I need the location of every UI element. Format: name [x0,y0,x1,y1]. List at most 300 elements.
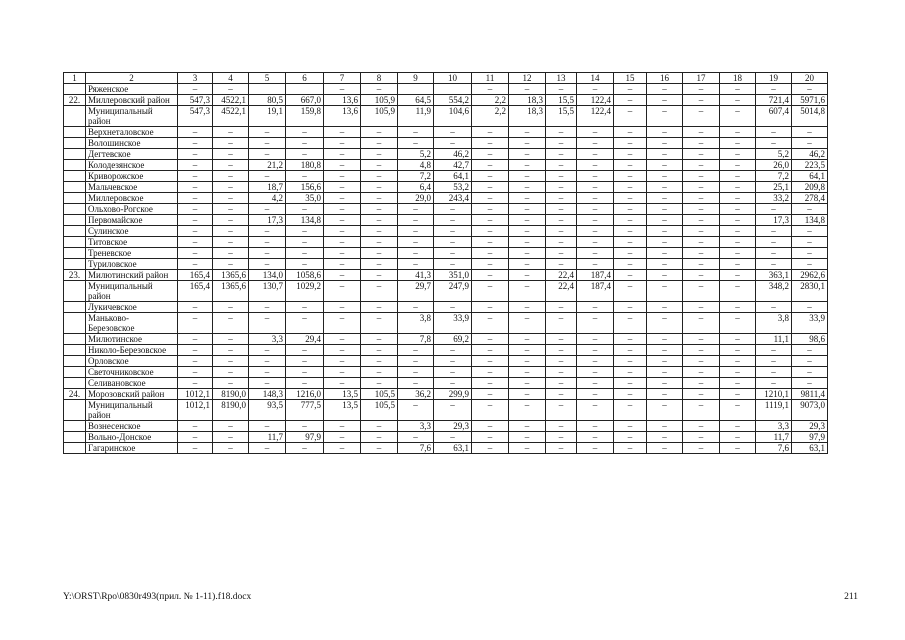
table-row [64,443,828,454]
table-cell: – [509,356,546,367]
table-cell: – [398,400,434,421]
table-cell: – [720,400,756,421]
table-cell: – [683,302,720,313]
column-number-header: 17 [683,73,720,84]
table-row [64,432,828,443]
table-cell: 187,4 [577,281,614,302]
territory-name: Орловское [86,356,178,367]
table-cell: – [398,302,434,313]
table-cell: – [509,171,546,182]
territory-name: Ольхово-Рогское [86,204,178,215]
table-cell: – [546,367,577,378]
table-cell: – [178,149,213,160]
territory-name: Маньково-Березовское [86,313,178,334]
table-cell: 17,3 [756,215,792,226]
table-cell: – [324,443,361,454]
table-cell: – [361,345,398,356]
table-cell: – [683,237,720,248]
table-cell: – [286,204,324,215]
table-cell: 5971,6 [792,95,828,106]
table-cell: 15,5 [546,95,577,106]
table-cell: – [472,443,509,454]
table-cell: – [614,193,647,204]
row-number [64,356,86,367]
table-cell: – [546,138,577,149]
table-cell: – [647,237,683,248]
table-cell: – [683,160,720,171]
table-cell: – [720,215,756,226]
table-cell: – [213,160,249,171]
table-cell: – [792,84,828,95]
territory-name: Ряженское [86,84,178,95]
table-cell: 29,3 [792,421,828,432]
table-cell: – [647,259,683,270]
table-cell: – [577,421,614,432]
table-cell: – [509,127,546,138]
table-cell: – [178,421,213,432]
table-cell: – [434,259,472,270]
table-cell: – [249,378,286,389]
table-cell: – [756,367,792,378]
table-cell: – [472,270,509,281]
table-cell: – [178,443,213,454]
table-cell: – [614,421,647,432]
table-cell: – [546,193,577,204]
table-cell: – [647,345,683,356]
table-cell: – [361,334,398,345]
table-cell: 3,3 [398,421,434,432]
column-number-header: 12 [509,73,546,84]
territory-name: Муниципальный район [86,400,178,421]
table-cell: 351,0 [434,270,472,281]
table-cell: – [546,443,577,454]
table-cell: – [683,95,720,106]
table-cell: – [546,421,577,432]
table-cell: – [361,281,398,302]
row-number [64,313,86,334]
table-cell: – [614,95,647,106]
table-cell: 180,8 [286,160,324,171]
table-row [64,182,828,193]
table-cell: – [249,248,286,259]
table-cell: 69,2 [434,334,472,345]
table-cell: – [324,313,361,334]
table-cell: – [720,367,756,378]
table-row [64,248,828,259]
table-cell: – [434,215,472,226]
table-cell: 1058,6 [286,270,324,281]
table-cell: 607,4 [756,106,792,127]
table-cell: – [720,345,756,356]
table-cell: 187,4 [577,270,614,281]
table-cell: – [756,84,792,95]
table-cell: – [398,237,434,248]
table-cell: – [398,138,434,149]
table-cell: – [509,443,546,454]
table-cell: 105,5 [361,400,398,421]
table-cell: – [472,421,509,432]
table-cell: – [647,378,683,389]
table-cell: – [324,84,361,95]
row-number [64,302,86,313]
row-number [64,215,86,226]
table-cell: – [361,302,398,313]
table-cell: – [720,138,756,149]
table-cell: – [213,138,249,149]
table-cell: – [361,215,398,226]
table-cell: – [434,237,472,248]
table-cell: 63,1 [434,443,472,454]
table-cell: – [614,106,647,127]
table-cell: – [647,356,683,367]
table-cell: – [178,367,213,378]
table-cell: 721,4 [756,95,792,106]
table-cell: – [614,138,647,149]
table-cell: – [683,106,720,127]
table-cell: – [434,378,472,389]
table-cell: 5014,8 [792,106,828,127]
table-cell: 2830,1 [792,281,828,302]
table-cell: 299,9 [434,389,472,400]
table-row [64,356,828,367]
table-cell: – [546,345,577,356]
row-number [64,138,86,149]
table-cell: – [647,226,683,237]
table-cell: 4,8 [398,160,434,171]
table-row [64,226,828,237]
table-cell: 6,4 [398,182,434,193]
table-cell: – [178,204,213,215]
table-cell: – [509,400,546,421]
table-cell: – [213,345,249,356]
row-number [64,345,86,356]
table-cell: 7,2 [398,171,434,182]
table-cell: – [509,138,546,149]
table-cell: – [249,127,286,138]
table-cell: – [178,127,213,138]
table-cell: – [756,302,792,313]
table-cell: 547,3 [178,106,213,127]
territory-name: Муниципальный район [86,281,178,302]
table-cell: – [286,378,324,389]
row-number [64,421,86,432]
row-number [64,193,86,204]
table-cell: – [361,149,398,160]
table-cell: 17,3 [249,215,286,226]
column-number-header: 18 [720,73,756,84]
table-cell: – [472,171,509,182]
table-cell: – [286,237,324,248]
table-cell: – [647,367,683,378]
table-cell: – [683,149,720,160]
column-number-header: 20 [792,73,828,84]
table-cell: – [614,367,647,378]
table-cell: – [472,84,509,95]
table-cell: – [213,378,249,389]
table-cell: – [324,160,361,171]
table-cell: 667,0 [286,95,324,106]
table-cell: – [683,443,720,454]
table-cell: 13,6 [324,106,361,127]
table-cell: – [472,160,509,171]
table-cell: – [398,378,434,389]
table-cell: – [683,248,720,259]
table-cell: – [614,302,647,313]
table-cell: – [792,127,828,138]
data-table [63,72,828,454]
table-cell: – [324,356,361,367]
table-cell: – [683,389,720,400]
table-cell [286,84,324,95]
table-cell: – [720,421,756,432]
table-cell: – [361,226,398,237]
column-number-header: 3 [178,73,213,84]
table-cell: – [398,367,434,378]
table-cell: 554,2 [434,95,472,106]
table-cell: 122,4 [577,95,614,106]
table-cell: 1210,1 [756,389,792,400]
table-cell: – [756,127,792,138]
table-cell: – [509,313,546,334]
table-cell: – [361,127,398,138]
territory-name: Титовское [86,237,178,248]
table-cell: 18,7 [249,182,286,193]
table-cell: 33,9 [792,313,828,334]
table-cell: – [434,345,472,356]
table-cell: 1012,1 [178,400,213,421]
table-cell: 15,5 [546,106,577,127]
table-cell: – [324,259,361,270]
table-cell: – [398,432,434,443]
table-cell: – [286,443,324,454]
table-cell: – [178,182,213,193]
table-cell: – [324,237,361,248]
row-number [64,400,86,421]
table-cell: – [361,160,398,171]
table-cell: 13,5 [324,400,361,421]
table-cell: – [792,367,828,378]
table-cell: 104,6 [434,106,472,127]
table-cell: – [178,334,213,345]
table-cell: – [546,160,577,171]
table-cell: – [509,270,546,281]
table-cell: – [546,171,577,182]
territory-name: Криворожское [86,171,178,182]
table-cell: – [683,270,720,281]
table-cell: – [178,378,213,389]
column-number-header: 5 [249,73,286,84]
table-cell: – [577,182,614,193]
column-number-header: 7 [324,73,361,84]
table-row [64,193,828,204]
table-cell: – [286,356,324,367]
table-cell: – [614,171,647,182]
table-cell: – [361,259,398,270]
table-cell: – [249,149,286,160]
table-cell: – [249,204,286,215]
table-cell: – [577,248,614,259]
table-cell: – [398,215,434,226]
table-cell: 63,1 [792,443,828,454]
table-cell: – [614,204,647,215]
row-number [64,106,86,127]
table-cell: – [546,84,577,95]
table-cell: – [509,378,546,389]
table-cell: – [546,226,577,237]
table-cell: – [546,204,577,215]
table-cell: 243,4 [434,193,472,204]
table-cell: – [472,215,509,226]
territory-name: Дегтевское [86,149,178,160]
table-cell: – [361,270,398,281]
table-cell: – [792,302,828,313]
table-cell: – [213,204,249,215]
table-cell: – [472,334,509,345]
table-cell: – [756,204,792,215]
table-cell: – [683,432,720,443]
table-cell: – [249,138,286,149]
table-cell: – [756,248,792,259]
table-cell: – [249,259,286,270]
table-cell: 21,2 [249,160,286,171]
territory-name: Мальчевское [86,182,178,193]
table-cell: 9811,4 [792,389,828,400]
table-cell: – [398,204,434,215]
table-cell: – [683,356,720,367]
table-cell: – [577,138,614,149]
table-cell: – [178,160,213,171]
table-cell: – [472,259,509,270]
table-cell: – [614,313,647,334]
table-cell: – [361,432,398,443]
table-cell: 223,5 [792,160,828,171]
table-cell: 19,1 [249,106,286,127]
table-cell: – [434,138,472,149]
table-cell: 2,2 [472,95,509,106]
table-cell: 18,3 [509,95,546,106]
table-cell: – [756,237,792,248]
column-number-header: 4 [213,73,249,84]
table-cell: 9073,0 [792,400,828,421]
table-cell: 4522,1 [213,106,249,127]
table-cell: – [683,84,720,95]
table-cell: – [546,313,577,334]
table-cell: – [720,281,756,302]
row-number [64,182,86,193]
table-cell: – [324,421,361,432]
table-cell: – [683,204,720,215]
table-row [64,138,828,149]
table-cell: – [720,193,756,204]
table-cell: – [213,432,249,443]
table-cell: – [324,182,361,193]
table-row [64,204,828,215]
table-cell: – [324,149,361,160]
table-cell: 46,2 [792,149,828,160]
row-number [64,226,86,237]
table-cell: – [213,421,249,432]
table-cell: – [324,204,361,215]
column-number-header: 6 [286,73,324,84]
table-cell: – [577,149,614,160]
table-row [64,367,828,378]
table-cell: – [720,127,756,138]
table-cell: – [434,302,472,313]
table-cell: – [472,237,509,248]
table-cell: – [577,432,614,443]
table-row [64,237,828,248]
table-cell: – [647,171,683,182]
table-cell: – [792,378,828,389]
table-row [64,215,828,226]
table-cell: – [213,313,249,334]
table-row [64,149,828,160]
table-cell: – [792,237,828,248]
table-cell: – [792,138,828,149]
table-cell: – [756,138,792,149]
row-number: 22. [64,95,86,106]
table-cell: – [647,182,683,193]
table-cell: – [577,389,614,400]
table-cell: – [647,160,683,171]
table-cell: – [178,432,213,443]
territory-name: Морозовский район [86,389,178,400]
table-cell: – [683,334,720,345]
table-cell: – [472,281,509,302]
table-cell: 42,7 [434,160,472,171]
table-cell: – [324,345,361,356]
table-cell: 22,4 [546,281,577,302]
table-cell: 3,3 [249,334,286,345]
table-cell: 7,6 [756,443,792,454]
table-cell: – [577,215,614,226]
table-cell: – [614,345,647,356]
table-cell: – [647,432,683,443]
table-cell: – [178,313,213,334]
column-number-header: 2 [86,73,178,84]
table-cell: – [472,378,509,389]
row-number [64,204,86,215]
table-cell: – [509,281,546,302]
table-row [64,378,828,389]
table-cell: – [546,302,577,313]
table-row [64,84,828,95]
row-number [64,84,86,95]
column-number-header: 15 [614,73,647,84]
row-number [64,171,86,182]
table-cell: 3,3 [756,421,792,432]
row-number [64,281,86,302]
table-cell: – [361,204,398,215]
table-cell: – [614,215,647,226]
table-cell: 1119,1 [756,400,792,421]
table-cell: 36,2 [398,389,434,400]
row-number [64,432,86,443]
table-cell: – [472,313,509,334]
table-row [64,334,828,345]
table-cell: – [213,356,249,367]
table-cell: 7,2 [756,171,792,182]
table-cell: 105,9 [361,95,398,106]
column-number-header: 8 [361,73,398,84]
table-cell: – [178,259,213,270]
table-cell: – [577,313,614,334]
table-cell: – [720,334,756,345]
table-cell: – [577,443,614,454]
territory-name: Колодезянское [86,160,178,171]
table-cell: – [577,356,614,367]
column-number-header: 10 [434,73,472,84]
